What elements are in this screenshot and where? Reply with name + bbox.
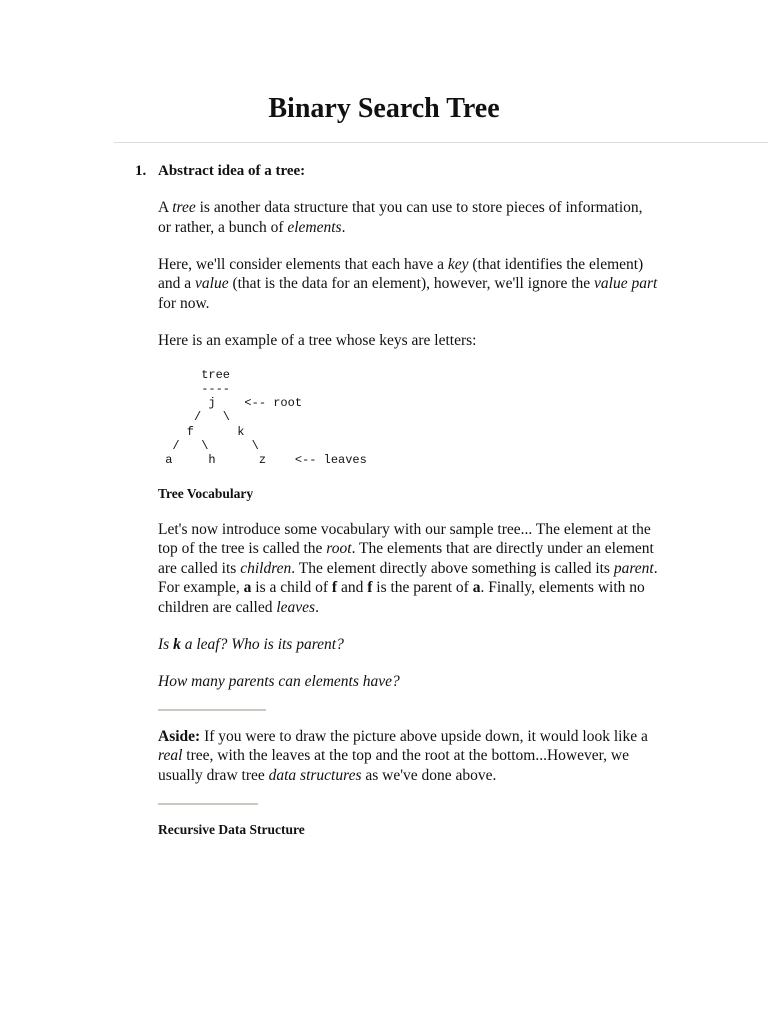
text-run: . For example, bbox=[158, 559, 658, 597]
term-root: root bbox=[326, 540, 352, 558]
vocab-question-1 bbox=[158, 635, 658, 655]
term-value: value bbox=[195, 275, 229, 292]
text-run: Here, we'll consider elements that each have a bbox=[158, 255, 448, 273]
text-run: . Finally, elements with no children are called bbox=[158, 579, 645, 616]
section-heading-text: Abstract idea of a tree: bbox=[158, 163, 306, 179]
text-run: . The element directly above something is called its bbox=[291, 559, 614, 577]
key-f: f bbox=[367, 579, 373, 597]
text-run: If you were to draw the picture above upside down, it would look like a bbox=[200, 727, 648, 745]
text-run: tree, with the leaves at the top and the root at the bottom...However, we usually draw tree bbox=[158, 747, 629, 784]
key-a: a bbox=[472, 579, 481, 597]
key-f: f bbox=[331, 579, 338, 597]
vocab-question-2 bbox=[158, 672, 658, 692]
text-run: A bbox=[158, 199, 173, 216]
text-run: for now. bbox=[158, 294, 210, 312]
text-run: Is bbox=[158, 635, 174, 653]
text-run: . bbox=[341, 218, 346, 236]
term-elements: elements bbox=[287, 218, 342, 236]
text-run: . bbox=[315, 598, 319, 616]
text-run: and bbox=[337, 579, 368, 597]
term-value-part: value part bbox=[594, 275, 658, 292]
term-key: key bbox=[447, 255, 469, 273]
term-real: real bbox=[158, 747, 183, 765]
aside-paragraph bbox=[158, 727, 658, 786]
vocab-heading: Tree Vocabulary bbox=[158, 485, 254, 501]
text-run: a leaf? Who is its parent? bbox=[180, 635, 344, 653]
term-leaves: leaves bbox=[276, 598, 316, 616]
text-run: as we've done above. bbox=[361, 766, 497, 784]
intro-paragraph-2 bbox=[158, 255, 658, 314]
vocab-paragraph bbox=[158, 520, 658, 618]
title-divider bbox=[114, 142, 768, 143]
text-run: is another data structure that you can use to store pieces of information, or rather, a bunch of bbox=[158, 199, 643, 236]
text-run: . The elements that are directly under an element are called its bbox=[158, 540, 654, 577]
aside-divider-bottom bbox=[158, 803, 258, 805]
recursive-heading: Recursive Data Structure bbox=[158, 821, 305, 837]
page-title: Binary Search Tree bbox=[268, 93, 500, 124]
question-text: How many parents can elements have? bbox=[158, 672, 400, 690]
tree-diagram: tree ---- j <-- root / \ f k / \ \ a h z <-- leaves bbox=[165, 367, 367, 468]
text-run: is the parent of bbox=[372, 579, 473, 597]
section-number: 1. bbox=[135, 163, 147, 179]
key-a: a bbox=[243, 579, 252, 597]
aside-label: Aside: bbox=[158, 727, 201, 745]
aside-divider-top bbox=[158, 709, 266, 711]
term-parent: parent bbox=[613, 559, 654, 577]
term-children: children bbox=[240, 559, 292, 577]
text-run: (that is the data for an element), however, we'll ignore the bbox=[228, 275, 595, 292]
term-tree: tree bbox=[172, 199, 196, 216]
text-run: Let's now introduce some vocabulary with our sample tree... The element at the top of the tree is called the bbox=[158, 520, 651, 558]
intro-paragraph-3: Here is an example of a tree whose keys are letters: bbox=[158, 331, 477, 349]
section-heading bbox=[135, 161, 305, 181]
key-k: k bbox=[173, 635, 181, 653]
section-content bbox=[158, 198, 658, 856]
text-run: is a child of bbox=[251, 579, 332, 597]
text-run: (that identifies the element) and a bbox=[158, 255, 644, 292]
intro-paragraph-1 bbox=[158, 198, 658, 237]
term-data-structures: data structures bbox=[268, 766, 362, 784]
